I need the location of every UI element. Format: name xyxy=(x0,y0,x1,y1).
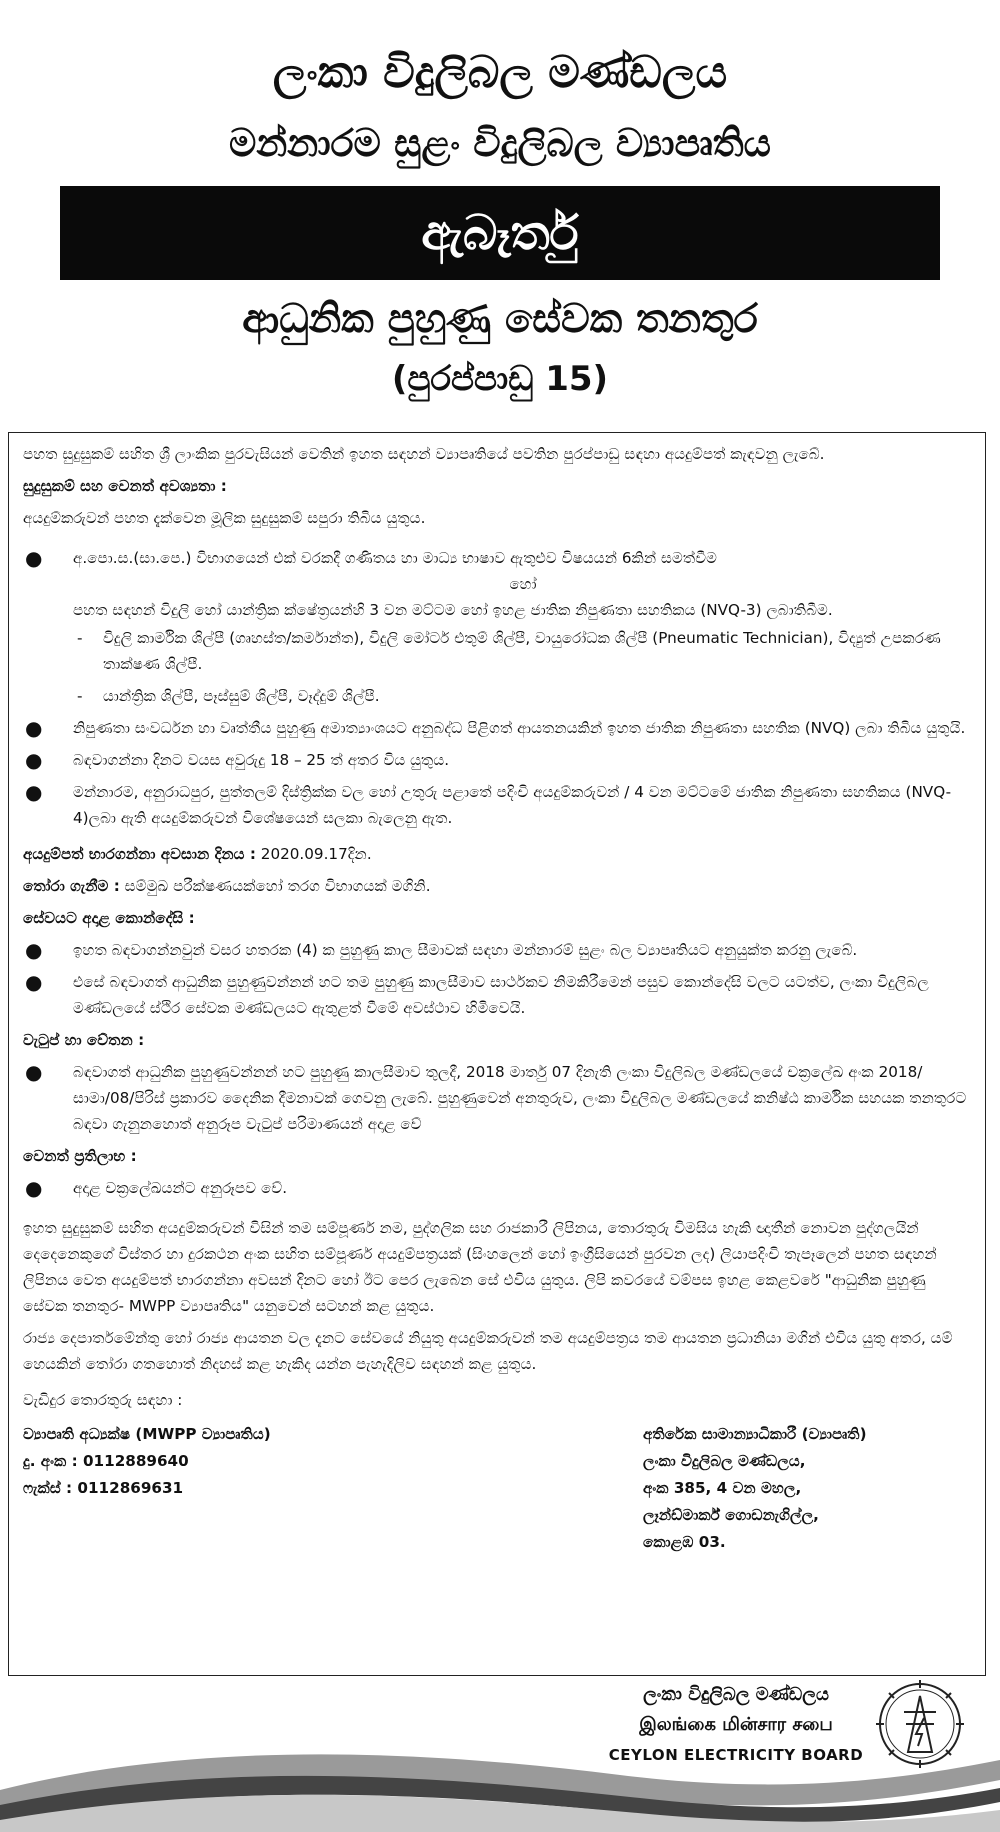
selection xyxy=(23,873,973,899)
contact-project-director xyxy=(23,1421,271,1556)
bullet-icon: ● xyxy=(25,748,43,772)
vacancies-banner: ඇබෑර්තු xyxy=(60,186,940,280)
application-instructions: ඉහත සුදුසුකම් සහිත අයදුම්කරුවන් විසින් තම සම්පූර්ණ නම, පුද්ගලික සහ රාජකාරී ලිපිනය, තොරතුරු විමසිය හැකි ඥාතීන් නොවන පුද්ගලයින් දෙදෙනෙකුගේ විස්තර හා දුරකථන අංක සහිත සම්පූර්ණ අයදුම්පත්‍රයක් (සිංහලෙන් හෝ ඉංග්‍රීසියෙන් පුරවන ලද) ලියාපදිංචි තැපෑලෙන් පහත සඳහන් ලිපිනය වෙත අයදුම්පත් භාරගන්නා අවසන් දිනට හෝ ඊට පෙර ලැබෙන සේ එවිය යුතුය. ලිපි කවරයේ වම්පස ඉහළ කෙළවරේ "ආධුනික පුහුණු සේවක තනතුර- MWPP ව්‍යාපෘතිය" යනුවෙන් සටහන් කළ යුතුය. xyxy=(23,1219,937,1315)
bullet-text: බඳවාගන්නා දිනට වයස අවුරුදු 18 – 25 ත් අතර විය යුතුය. xyxy=(73,751,450,769)
list-item xyxy=(23,937,973,963)
bullet-icon: ● xyxy=(25,1060,43,1084)
contact-phone: දු. අංක : 0112889640 xyxy=(23,1452,189,1470)
bullet-icon: ● xyxy=(25,938,43,962)
advertisement xyxy=(18,12,982,404)
bullet-text: නිපුණතා සංවර්ධන හා වෘත්තීය පුහුණු අමාත්‍යාංශයට අනුබද්ධ පිළිගත් ආයතනයකින් ඉහත ජාතික නිපුණතා සහතික (NVQ) ලබා තිබිය යුතුයි. xyxy=(73,719,966,737)
selection-label: තෝරා ගැනීම : xyxy=(23,877,120,895)
government-applicants-note: රාජ්‍ය දෙපාර්තමේන්තු හෝ රාජ්‍ය ආයතන වල දැනට සේවයේ නියුතු අයදුම්කරුවන් තම අයදුම්පත්‍රය තම ආයතන ප්‍රධානියා මගින් එවිය යුතු අතර, යම් හෙයකින් තෝරා ගතහොත් නිදහස් කළ හැකිද යන්න පැහැදිලිව සඳහන් කළ යුතුය. xyxy=(23,1329,953,1373)
ceb-emblem-icon xyxy=(874,1678,966,1770)
bullet-icon: ● xyxy=(25,970,43,994)
address-line: අතිරේක සාමාන්‍යාධිකාරී (ව්‍යාපෘති) xyxy=(643,1425,867,1443)
salary-heading: වැටුප් හා වේතන : xyxy=(23,1031,145,1049)
contacts xyxy=(23,1421,973,1556)
bullet-text: බඳවාගත් ආධුනික පුහුණුවන්නන් හට පුහුණු කාලසීමාව තුලදී, 2018 මාර්තු 07 දිනැති ලංකා විදුලිබල මණ්ඩලයේ චක්‍රලේඛ අංක 2018/සාමා/08/පිරිස් ප්‍රකාරව දෛනික දීමනාවක් ගෙවනු ලැබේ. පුහුණුවෙන් අනතුරුව, ලංකා විදුලිබල මණ්ඩලයේ කනිෂ්ඨ කාර්මික සහයක තනතුරට බඳවා ගැනුනහොත් අනුරූප වැටුප් පරිමාණයන් අදාළ වේ xyxy=(73,1063,967,1133)
bullet-text: අදාළ චක්‍රලේඛයන්ට අනුරූපව වේ. xyxy=(73,1179,288,1197)
vacancy-count: (පුරප්පාඩු 15) xyxy=(391,359,609,399)
intro-text: පහත සුදුසුකම් සහිත ශ්‍රී ලාංකික පුරවැසියන් වෙතින් ඉහත සඳහන් ව්‍යාපෘතියේ පවතින පුරප්පාඩු සඳහා අයදුම්පත් කැඳවනු ලැබේ. xyxy=(23,445,825,463)
dash-text: යාන්ත්‍රික ශිල්පී, පෑස්සුම් ශිල්පී, වෑද්දුම් ශිල්පී. xyxy=(103,687,380,705)
closing-date-label: අයදුම්පත් භාරගන්නා අවසාන දිනය : xyxy=(23,845,256,863)
bullet-text: ඉහත බඳවාගන්නවුන් වසර හතරක (4) ක පුහුණු කාල සීමාවක් සඳහා මන්නාරම් සුළං බල ව්‍යාපෘතියට අනුයුක්ත කරනු ලැබේ. xyxy=(73,941,858,959)
qualifications-intro: අයදුම්කරුවන් පහත දැක්වෙන මූලික සුදුසුකම් සපුරා තිබිය යුතුය. xyxy=(23,509,426,527)
list-item xyxy=(23,779,973,831)
org-title: ලංකා විදුලිබල මණ්ඩලය xyxy=(272,47,728,98)
bullet-text: මන්නාරම, අනුරාධපුර, පුත්තලම් දිස්ත්‍රික්ක වල හෝ උතුරු පළාතේ පදිංචි අයදුම්කරුවන් / 4 වන මට්ටමේ ජාතික නිපුණතා සහතිකය (NVQ-4)ලබා ඇති අයදුම්කරුවන් විශේෂයෙන් සලකා බැලෙනු ඇත. xyxy=(73,783,952,827)
logo-english: CEYLON ELECTRICITY BOARD xyxy=(608,1746,864,1764)
dash-icon: - xyxy=(77,629,83,647)
selection-value: සම්මුඛ පරීක්ෂණයක්හෝ තරග විභාගයක් මගිනි. xyxy=(119,877,431,895)
list-item xyxy=(23,747,973,773)
dash-icon: - xyxy=(77,687,83,705)
list-item xyxy=(73,625,973,677)
notice-body xyxy=(8,432,986,1676)
bullet-text: එසේ බඳවාගත් ආධුනික පුහුණුවන්නන් හට තම පුහුණු කාලසීමාව සාර්ථකව නිමකිරීමෙන් පසුව කොන්දේසි වලට යටත්ව, ලංකා විදුලිබල මණ්ඩලයේ ස්ථිර සේවක මණ්ඩලයට ඇතුළත් වීමේ අවස්ථාව හිමිවෙයි. xyxy=(73,973,929,1017)
address-line: අංක 385, 4 වන මහල, xyxy=(643,1479,802,1497)
contact-title: ව්‍යාපෘති අධ්‍යක්ෂ (MWPP ව්‍යාපෘතිය) xyxy=(23,1425,271,1443)
bullet-icon: ● xyxy=(25,546,43,570)
list-item xyxy=(23,1059,973,1137)
address-line: ලංකා විදුලිබල මණ්ඩලය, xyxy=(643,1452,806,1470)
project-title: මන්නාරම සුළං විදුලිබල ව්‍යාපෘතිය xyxy=(229,121,771,165)
more-info-label: වැඩිදුර තොරතුරු සඳහා : xyxy=(23,1391,183,1409)
conditions-heading: සේවයට අදාළ කොන්දේසි : xyxy=(23,909,195,927)
contact-address xyxy=(643,1421,973,1556)
closing-date xyxy=(23,841,973,867)
closing-date-value: 2020.09.17දින. xyxy=(255,845,372,863)
bullet-continuation: පහත සඳහන් විදුලි හෝ යාන්ත්‍රික ක්ෂේත්‍රයන්හි 3 වන මට්ටම හෝ ඉහළ ජාතික නිපුණතා සහතිකය (NVQ-3) ලබාතිබීම. xyxy=(73,601,833,619)
list-item xyxy=(23,545,973,709)
bullet-icon: ● xyxy=(25,780,43,804)
bullet-icon: ● xyxy=(25,1176,43,1200)
bullet-icon: ● xyxy=(25,716,43,740)
dash-text: විදුලි කාර්මික ශිල්පී (ගෘහස්ත/කර්මාන්ත), විදුලි මෝටර් එතුම් ශිල්පී, වායුරෝධක ශිල්පී (Pneumatic Technician), විද්‍යුත් උපකරණ තාක්ෂණ ශිල්පී. xyxy=(103,629,941,673)
qualifications-heading: සුදුසුකම් සහ වෙනත් අවශ්‍යතා : xyxy=(23,477,227,495)
benefits-heading: වෙනත් ප්‍රතිලාභ : xyxy=(23,1147,137,1165)
logo-sinhala: ලංකා විදුලිබල මණ්ඩලය xyxy=(643,1684,829,1705)
contact-fax: ෆැක්ස් : 0112869631 xyxy=(23,1479,184,1497)
list-item xyxy=(23,1175,973,1201)
logo-tamil: இலங்கை மின்சார சபை xyxy=(639,1714,833,1735)
bullet-text: අ.පො.ස.(සා.පෙ.) විභාගයෙන් එක් වරකදී ගණිතය හා මාධ්‍ය භාෂාව ඇතුළුව විෂයයන් 6කින් සමත්වීම xyxy=(73,549,718,567)
list-item xyxy=(23,715,973,741)
list-item xyxy=(23,969,973,1021)
address-line: ලෑන්ඩ්මාර්ක් ගොඩනැගිල්ල, xyxy=(643,1506,819,1524)
address-line: කොළඹ 03. xyxy=(643,1533,726,1551)
list-item xyxy=(73,683,973,709)
ceb-logo-text xyxy=(586,1680,886,1770)
or-text: හෝ xyxy=(509,575,537,593)
post-title: ආධුනික පුහුණු සේවක තනතුර xyxy=(242,296,758,342)
